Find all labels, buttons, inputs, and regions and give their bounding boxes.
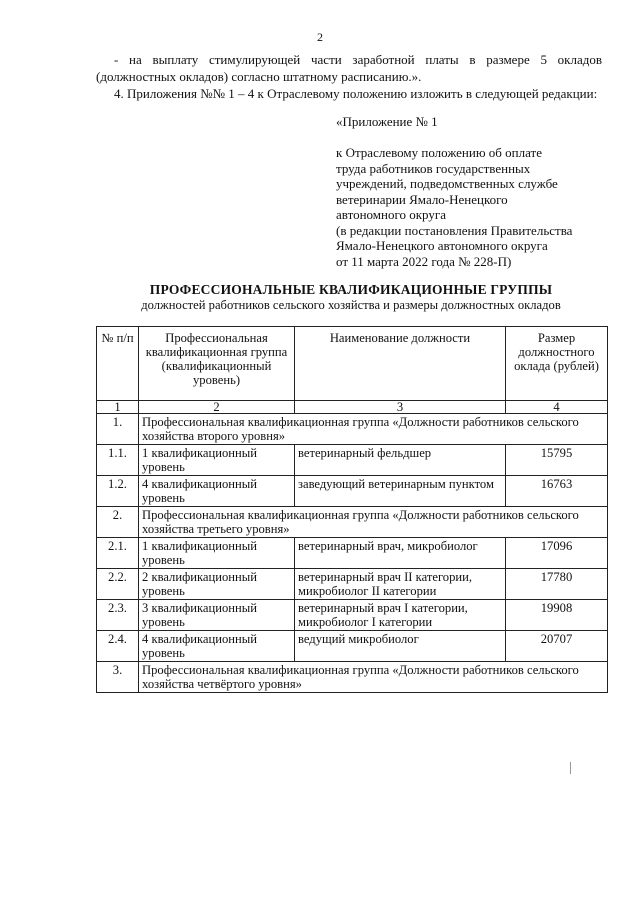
position-name: ветеринарный врач, микробиолог <box>295 538 506 569</box>
table-row <box>97 569 608 600</box>
qualification-level: 4 квалификационный уровень <box>139 476 295 507</box>
group-title: Профессиональная квалификационная группа «Должности работников сельского хозяйства четвёртого уровня» <box>139 662 608 693</box>
paragraph-stimulating-pay: - на выплату стимулирующей части заработной платы в размере 5 окладов (должностных окладов) согласно штатному расписанию.». <box>96 52 602 84</box>
column-number: 2 <box>139 401 295 414</box>
row-number: 1.2. <box>97 476 139 507</box>
salary-table <box>96 326 608 693</box>
table-group-row <box>97 414 608 445</box>
qualification-level: 1 квалификационный уровень <box>139 538 295 569</box>
row-number: 2.4. <box>97 631 139 662</box>
salary-value: 15795 <box>506 445 608 476</box>
table-row <box>97 631 608 662</box>
row-number: 2. <box>97 507 139 538</box>
row-number: 1. <box>97 414 139 445</box>
row-number: 2.1. <box>97 538 139 569</box>
column-number: 1 <box>97 401 139 414</box>
salary-value: 16763 <box>506 476 608 507</box>
position-name: ведущий микробиолог <box>295 631 506 662</box>
column-number: 3 <box>295 401 506 414</box>
column-numbers-row <box>97 401 608 414</box>
appendix-line: от 11 марта 2022 года № 228-П) <box>336 253 512 269</box>
appendix-reference <box>336 145 612 269</box>
table-subtitle: должностей работников сельского хозяйства и размеры должностных окладов <box>141 298 561 312</box>
row-number: 1.1. <box>97 445 139 476</box>
header-num: № п/п <box>97 327 139 401</box>
salary-value: 20707 <box>506 631 608 662</box>
row-number: 3. <box>97 662 139 693</box>
qualification-level: 2 квалификационный уровень <box>139 569 295 600</box>
appendix-line: автономного округа <box>336 207 446 222</box>
salary-value: 19908 <box>506 600 608 631</box>
appendix-line: к Отраслевому положению об оплате <box>336 145 542 160</box>
table-row <box>97 538 608 569</box>
table-group-row <box>97 507 608 538</box>
table-row <box>97 476 608 507</box>
table-row <box>97 600 608 631</box>
table-title: ПРОФЕССИОНАЛЬНЫЕ КВАЛИФИКАЦИОННЫЕ ГРУППЫ <box>149 282 553 297</box>
header-position: Наименование должности <box>295 327 506 401</box>
qualification-level: 1 квалификационный уровень <box>139 445 295 476</box>
group-title: Профессиональная квалификационная группа «Должности работников сельского хозяйства второго уровня» <box>139 414 608 445</box>
appendix-line: труда работников государственных <box>336 160 531 176</box>
row-number: 2.3. <box>97 600 139 631</box>
salary-table-body <box>97 327 608 693</box>
table-row <box>97 445 608 476</box>
salary-value: 17096 <box>506 538 608 569</box>
column-number: 4 <box>506 401 608 414</box>
row-number: 2.2. <box>97 569 139 600</box>
header-salary: Размер должностного оклада (рублей) <box>506 327 608 401</box>
appendix-line: Ямало-Ненецкого автономного округа <box>336 238 548 253</box>
appendix-title: «Приложение № 1 <box>336 114 438 129</box>
position-name: ветеринарный врач II категории, микробиолог II категории <box>295 569 506 600</box>
appendix-line: (в редакции постановления Правительства <box>336 222 573 238</box>
appendix-line: ветеринарии Ямало-Ненецкого <box>336 191 508 207</box>
qualification-level: 3 квалификационный уровень <box>139 600 295 631</box>
qualification-level: 4 квалификационный уровень <box>139 631 295 662</box>
scan-mark <box>570 762 571 774</box>
position-name: ветеринарный врач I категории, микробиолог I категории <box>295 600 506 631</box>
paragraph-appendix-amendment: 4. Приложения №№ 1 – 4 к Отраслевому положению изложить в следующей редакции: <box>114 86 598 101</box>
appendix-line: учреждений, подведомственных службе <box>336 176 558 191</box>
header-group: Профессиональная квалификационная группа (квалификационный уровень) <box>139 327 295 401</box>
position-name: ветеринарный фельдшер <box>295 445 506 476</box>
group-title: Профессиональная квалификационная группа «Должности работников сельского хозяйства третьего уровня» <box>139 507 608 538</box>
salary-value: 17780 <box>506 569 608 600</box>
table-header-row <box>97 327 608 401</box>
table-group-row <box>97 662 608 693</box>
page-number: 2 <box>317 30 323 44</box>
position-name: заведующий ветеринарным пунктом <box>295 476 506 507</box>
